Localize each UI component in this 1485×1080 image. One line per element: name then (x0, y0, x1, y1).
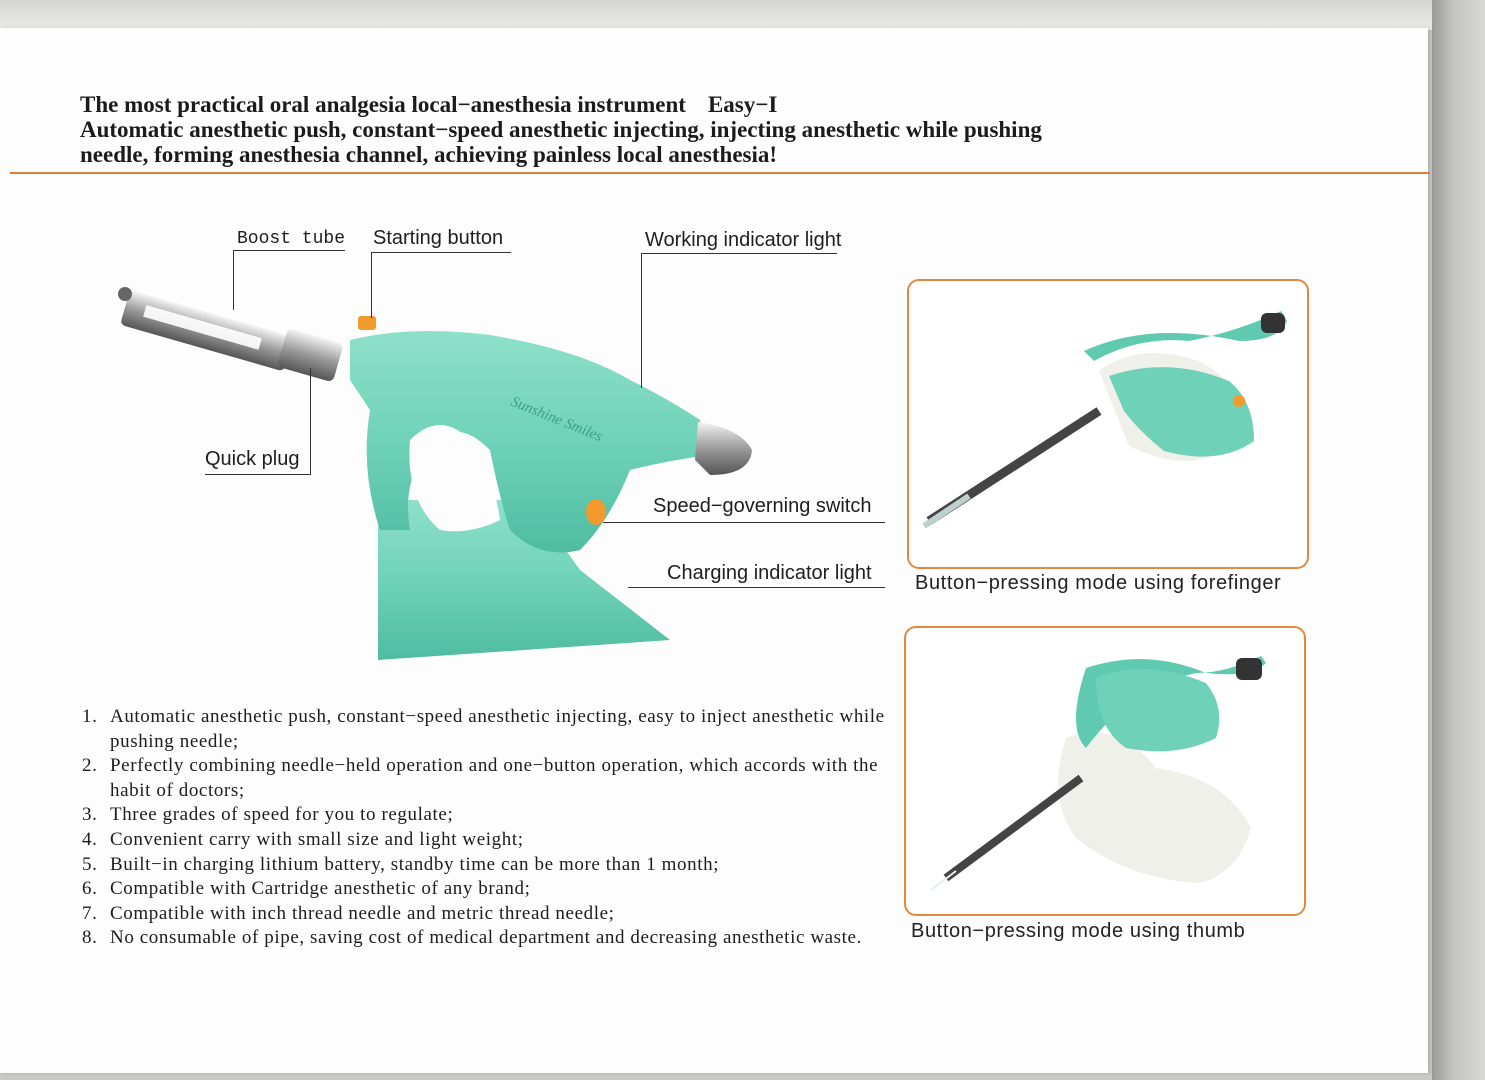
label-working-indicator: Working indicator light (645, 229, 842, 251)
header-line-2: Automatic anesthetic push, constant−speed anesthetic injecting, injecting anesthetic while pushing (80, 117, 1042, 142)
callout-line-start-h (371, 252, 511, 253)
header-line-3: needle, forming anesthesia channel, achieving painless local anesthesia! (80, 142, 778, 167)
nose-cone (695, 422, 752, 475)
callout-line-work-h (641, 253, 837, 254)
callout-line-plug-h (205, 474, 310, 475)
callout-line-work-v (641, 253, 642, 388)
feature-item: 1. Automatic anesthetic push, constant−speed anesthetic injecting, easy to inject anesthetic while pushing needle; (82, 706, 885, 752)
caption-thumb: Button−pressing mode using thumb (911, 920, 1246, 942)
scan-top-edge (0, 0, 1432, 30)
feature-item: 5. Built−in charging lithium battery, standby time can be more than 1 month; (82, 853, 720, 875)
page-header (80, 92, 1180, 167)
feature-list (82, 705, 902, 951)
callout-line-speed (603, 522, 885, 523)
scan-right-edge (1432, 0, 1485, 1080)
callout-line-start-v (371, 252, 372, 318)
callout-line-charge (628, 587, 885, 588)
caption-forefinger: Button−pressing mode using forefinger (915, 572, 1282, 594)
callout-line-boost-v (233, 250, 234, 310)
feature-item: 2. Perfectly combining needle−held operation and one−button operation, which accords with the habit of doctors; (82, 755, 879, 801)
starting-button-part (358, 316, 376, 330)
header-product-name: Easy−I (707, 92, 778, 117)
device-body (350, 331, 710, 553)
header-line-1 (80, 92, 1180, 117)
header-divider (10, 172, 1430, 174)
forefinger-hand-illustration (909, 281, 1307, 567)
feature-item: 8. No consumable of pipe, saving cost of medical department and decreasing anesthetic waste. (82, 927, 862, 949)
label-quick-plug: Quick plug (205, 448, 300, 470)
label-starting-button: Starting button (373, 227, 504, 249)
device-brand-text: Sunshine Smiles (508, 393, 605, 446)
feature-item: 4. Convenient carry with small size and light weight; (82, 828, 524, 850)
photo-forefinger (907, 279, 1309, 569)
feature-item: 3. Three grades of speed for you to regulate; (82, 804, 454, 826)
feature-item: 7. Compatible with inch thread needle and metric thread needle; (82, 902, 615, 924)
feature-item: 6. Compatible with Cartridge anesthetic of any brand; (82, 878, 531, 900)
label-charging-indicator: Charging indicator light (667, 562, 872, 584)
callout-line-plug-v (310, 368, 311, 475)
photo-thumb (904, 626, 1306, 916)
thumb-hand-illustration (906, 628, 1304, 914)
label-speed-switch: Speed−governing switch (653, 495, 872, 517)
header-title: The most practical oral analgesia local−anesthesia instrument (80, 92, 686, 117)
callout-line-boost-h (233, 250, 345, 251)
label-boost-tube: Boost tube (237, 229, 346, 249)
